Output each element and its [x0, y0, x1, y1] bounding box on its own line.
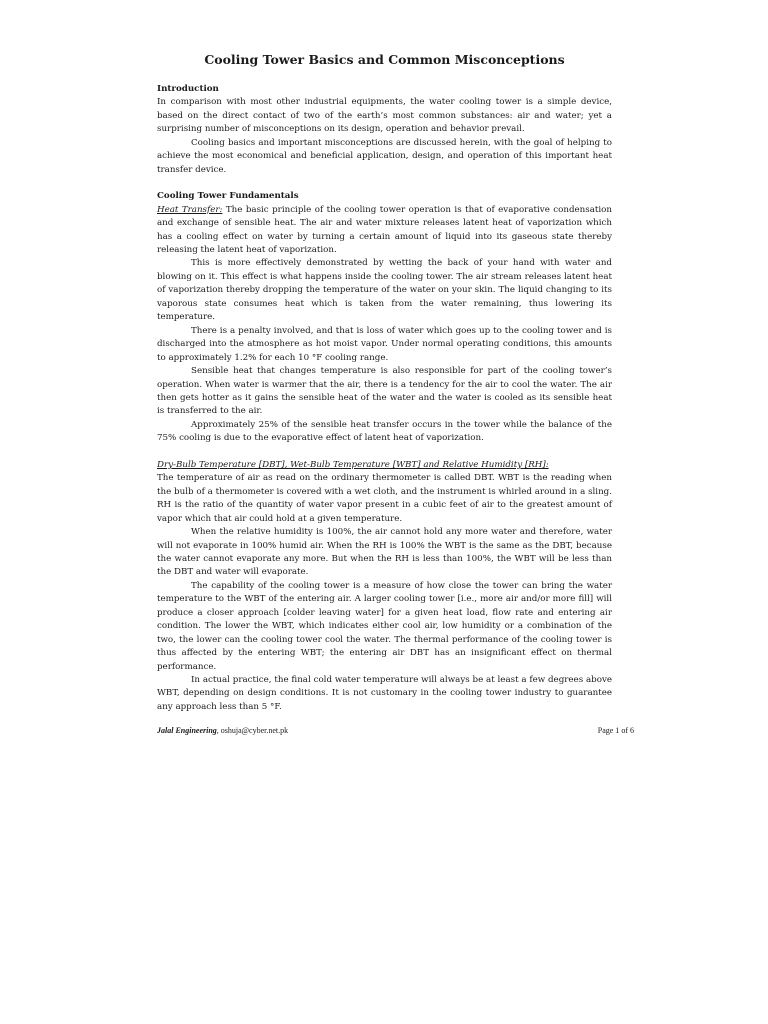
- heat-transfer-text: The basic principle of the cooling tower operation is that of evaporative condensation and exchange of sensible heat. The air and water mixture releases latent heat of vaporization which has a cooling effect on water by turning a certain amount of liquid into its gaseous state thereby releasing the latent heat of vaporization.: [157, 204, 612, 255]
- dbt-paragraph-3: The capability of the cooling tower is a measure of how close the tower can bring the water temperature to the WBT of the entering air. A larger cooling tower [i.e., more air and/or more fill] will produce a closer approach [colder leaving water] for a given heat load, flow rate and entering air condition. The lower the WBT, which indicates either cool air, low humidity or a combination of the two, the lower can the cooling tower cool the water. The thermal performance of the cooling tower is thus affected by the entering WBT; the entering air DBT has an insignificant effect on thermal performance.: [157, 580, 612, 672]
- dbt-paragraph-2: When the relative humidity is 100%, the air cannot hold any more water and therefore, water will not evaporate in 100% humid air. When the RH is 100% the WBT is the same as the DBT, because the water cannot evaporate any more. But when the RH is less than 100%, the WBT will be less than the DBT and water will evaporate.: [157, 527, 612, 578]
- fundamentals-paragraph-1: This is more effectively demonstrated by wetting the back of your hand with water and blowing on it. This effect is what happens inside the cooling tower. The air stream releases latent heat of vaporization thereby dropping the temperature of the water on your skin. The liquid changing to its vaporous state consumes heat which is taken from the water remaining, thus lowering its temperature.: [157, 258, 612, 323]
- intro-paragraph-1: In comparison with most other industrial equipments, the water cooling tower is a simple device, based on the direct contact of two of the earth’s most common substances: air and water; yet a surprising number of misconceptions on its design, operation and behavior prevail.: [157, 97, 612, 135]
- fundamentals-section: [157, 190, 612, 446]
- fundamentals-paragraph-3: Sensible heat that changes temperature is also responsible for part of the cooling tower’s operation. When water is warmer that the air, there is a tendency for the air to cool the water. The air then gets hotter as it gains the sensible heat of the water and the water is cooled as its sensible heat is transferred to the air.: [157, 366, 612, 417]
- dbt-heading: Dry-Bulb Temperature [DBT], Wet-Bulb Temperature [WBT] and Relative Humidity [RH]:: [157, 459, 549, 470]
- introduction-heading: Introduction: [157, 84, 219, 94]
- dbt-paragraph-1: The temperature of air as read on the ordinary thermometer is called DBT. WBT is the reading when the bulb of a thermometer is covered with a wet cloth, and the instrument is whirled around in a sling. RH is the ratio of the quantity of water vapor present in a cubic feet of air to the greatest amount of vapor which that air could hold at a given temperature.: [157, 473, 612, 524]
- fundamentals-paragraph-2: There is a penalty involved, and that is loss of water which goes up to the cooling tower and is discharged into the atmosphere as hot moist vapor. Under normal operating conditions, this amounts to approximately 1.2% for each 10 °F cooling range.: [157, 325, 612, 363]
- heat-transfer-label: Heat Transfer:: [157, 204, 223, 215]
- footer-separator: ,: [216, 726, 221, 735]
- section-gap: [157, 446, 612, 459]
- dbt-section: [157, 459, 612, 715]
- footer-credit: [157, 726, 288, 735]
- dbt-paragraph-4: In actual practice, the final cold water temperature will always be at least a few degrees above WBT, depending on design conditions. It is not customary in the cooling tower industry to guarantee any approach less than 5 °F.: [157, 675, 612, 712]
- document-title: Cooling Tower Basics and Common Misconceptions: [204, 52, 565, 67]
- heat-transfer-paragraph: [157, 204, 612, 258]
- section-gap: [157, 177, 612, 190]
- document-body: [157, 52, 612, 714]
- footer-company: Jalal Engineering: [157, 726, 217, 735]
- page-number: Page 1 of 6: [597, 726, 634, 735]
- fundamentals-heading: Cooling Tower Fundamentals: [157, 191, 299, 202]
- fundamentals-paragraph-4: Approximately 25% of the sensible heat transfer occurs in the tower while the balance of the 75% cooling is due to the evaporative effect of latent heat of vaporization.: [157, 419, 612, 444]
- footer-email: oshuja@cyber.net.pk: [220, 726, 289, 735]
- introduction-section: [157, 83, 612, 177]
- intro-paragraph-2: Cooling basics and important misconceptions are discussed herein, with the goal of helping to achieve the most economical and beneficial application, design, and operation of this important heat transfer device.: [157, 137, 612, 175]
